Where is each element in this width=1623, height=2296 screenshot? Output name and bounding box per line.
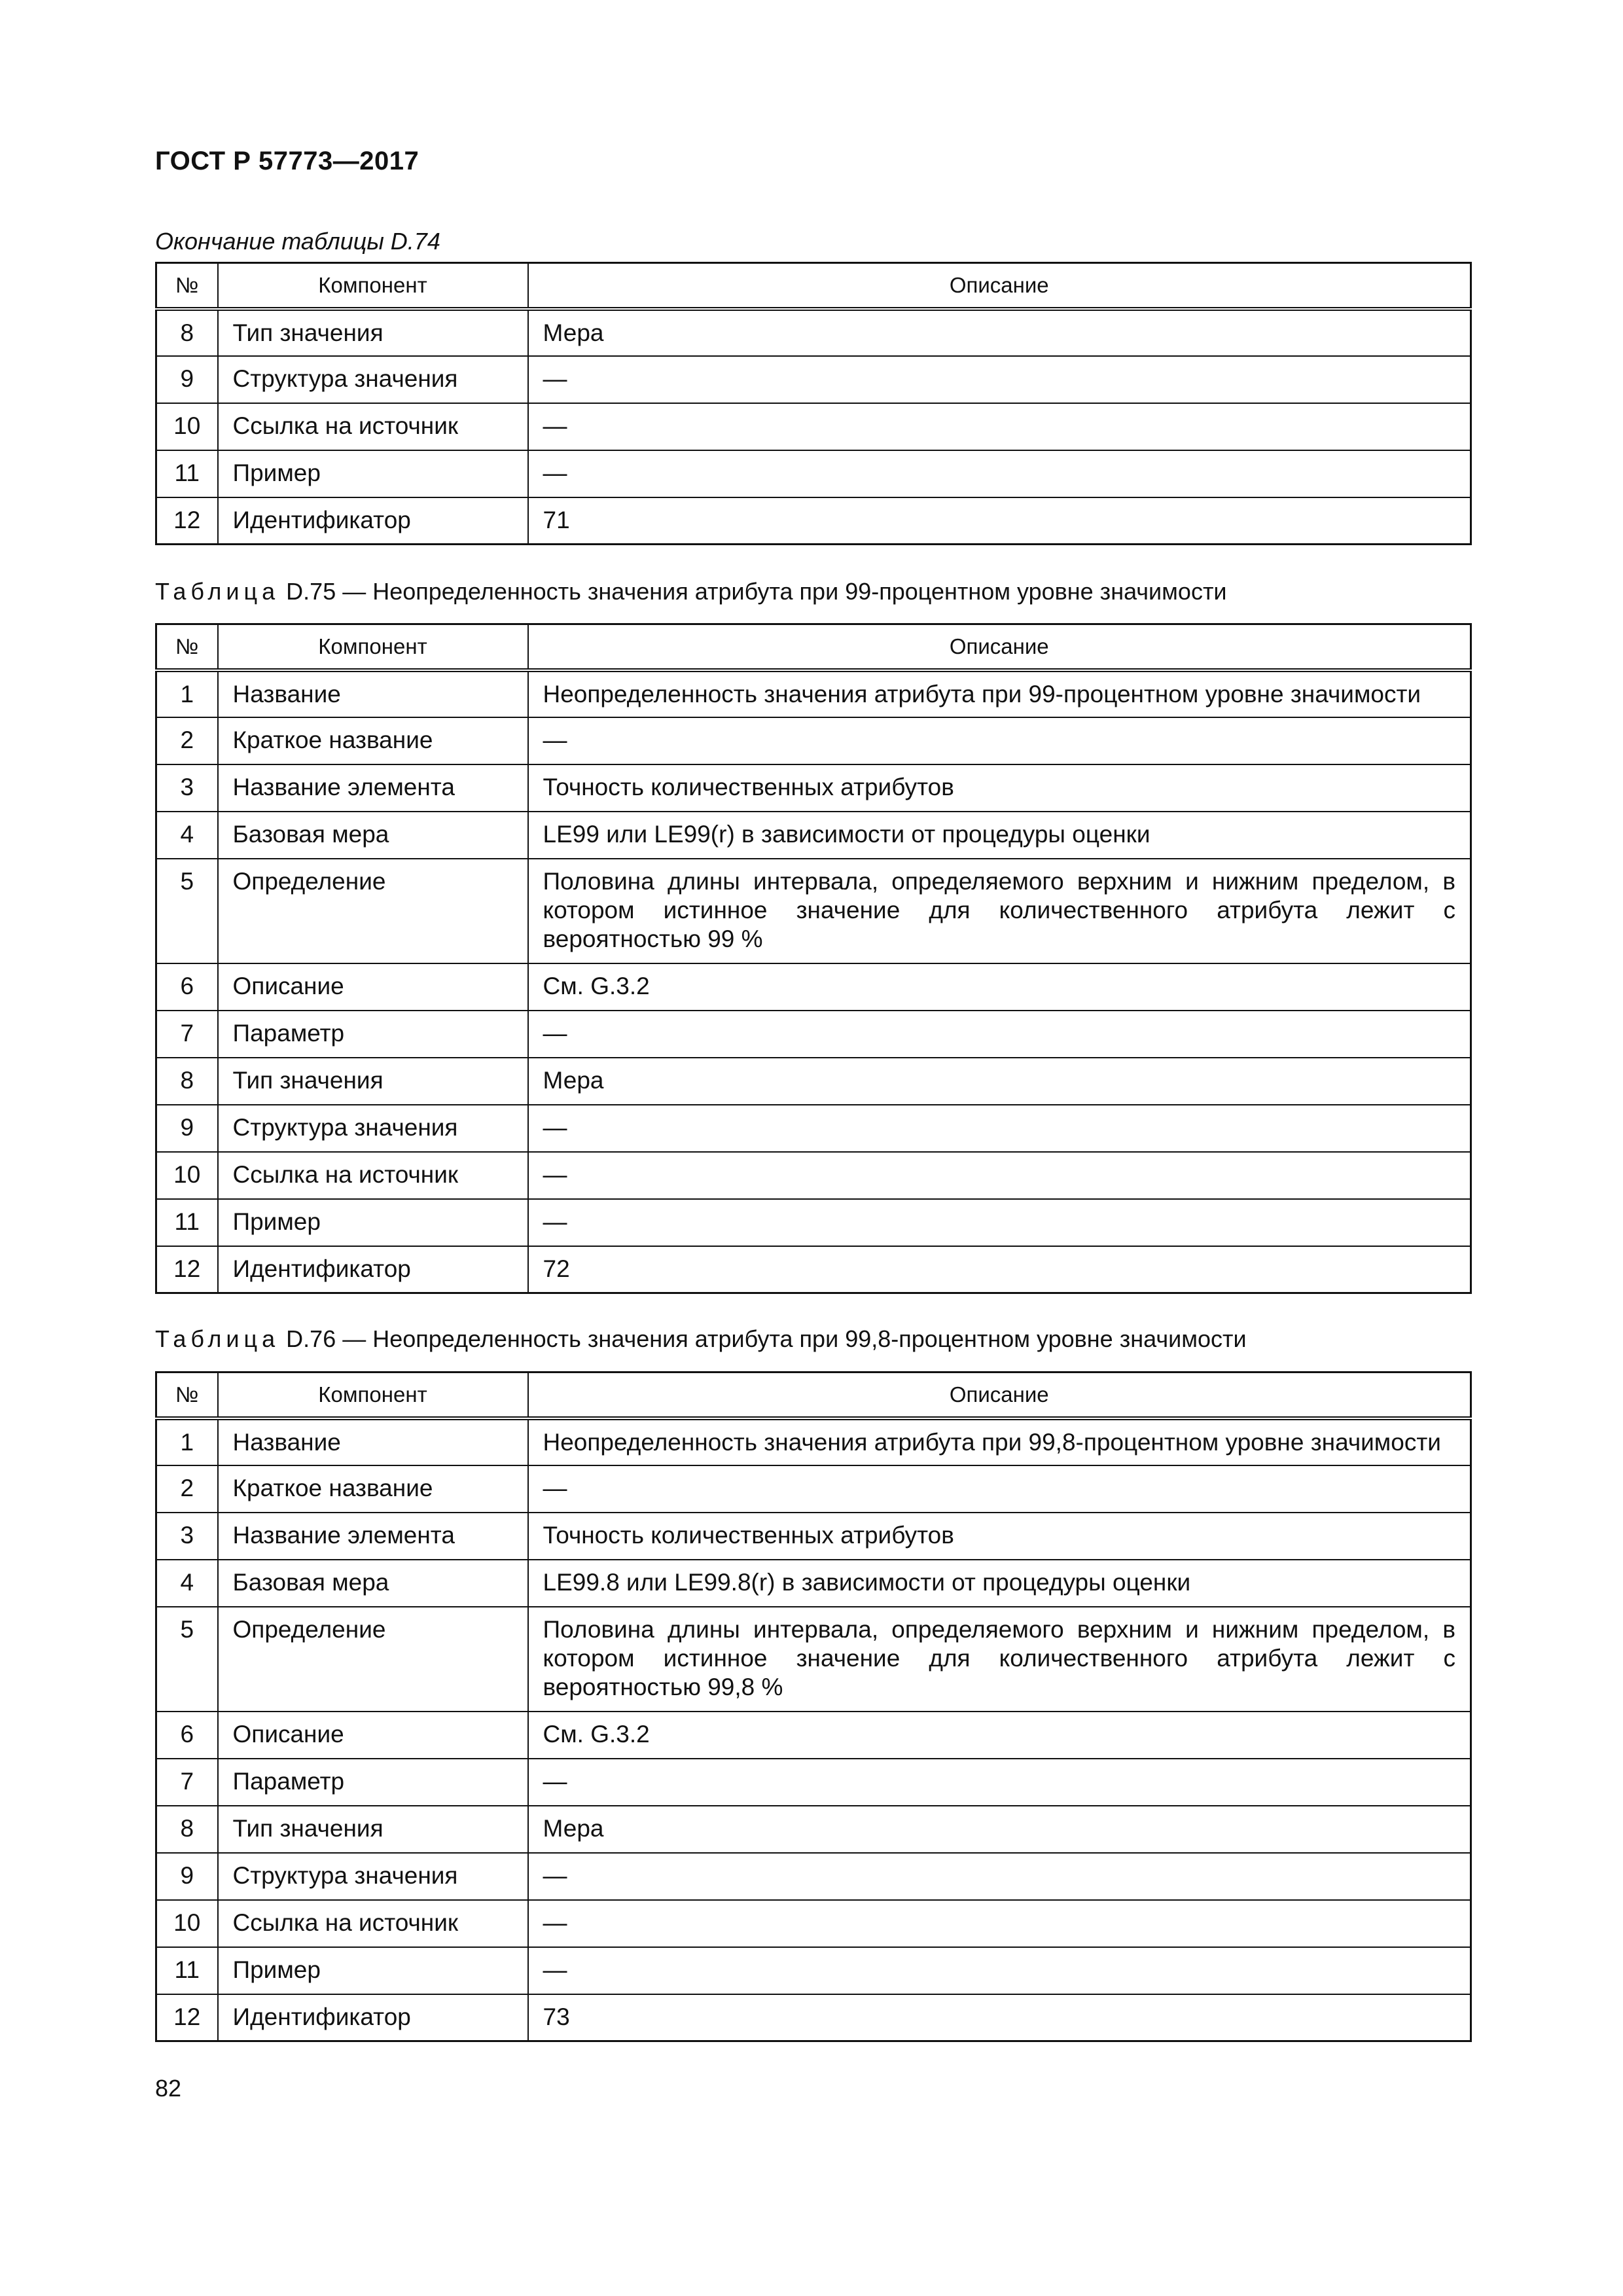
- table-row: [156, 670, 1471, 717]
- table-row: [156, 1712, 1471, 1759]
- row-num: 11: [156, 1199, 218, 1246]
- table-row: [156, 356, 1471, 403]
- row-description: —: [528, 1199, 1471, 1246]
- table-d75: [155, 623, 1472, 1294]
- table-d74: [155, 262, 1472, 545]
- row-description: См. G.3.2: [528, 963, 1471, 1011]
- row-num: 8: [156, 1058, 218, 1105]
- row-component: Тип значения: [218, 1806, 528, 1853]
- table-title: D.76 — Неопределенность значения атрибута при 99,8-процентном уровне значимости: [286, 1325, 1247, 1352]
- row-num: 12: [156, 1246, 218, 1293]
- table-row: [156, 1994, 1471, 2041]
- table-row: [156, 717, 1471, 764]
- table-d74-caption: Окончание таблицы D.74: [155, 228, 440, 255]
- column-header-component: Компонент: [218, 624, 528, 670]
- table-row: [156, 1246, 1471, 1293]
- column-header-component: Компонент: [218, 263, 528, 309]
- row-description: —: [528, 1759, 1471, 1806]
- row-description: LE99 или LE99(r) в зависимости от процедуры оценки: [528, 812, 1471, 859]
- table-row: [156, 1105, 1471, 1152]
- row-description: Точность количественных атрибутов: [528, 764, 1471, 812]
- row-component: Краткое название: [218, 717, 528, 764]
- column-header-num: №: [156, 624, 218, 670]
- row-description: Мера: [528, 1806, 1471, 1853]
- row-description: —: [528, 1853, 1471, 1900]
- row-description: —: [528, 1900, 1471, 1947]
- row-component: Ссылка на источник: [218, 1900, 528, 1947]
- row-num: 5: [156, 1607, 218, 1712]
- row-num: 2: [156, 717, 218, 764]
- row-component: Определение: [218, 1607, 528, 1712]
- row-num: 11: [156, 1947, 218, 1994]
- row-num: 1: [156, 670, 218, 717]
- table-title: D.75 — Неопределенность значения атрибута при 99-процентном уровне значимости: [286, 578, 1227, 605]
- row-component: Параметр: [218, 1759, 528, 1806]
- row-description: 71: [528, 497, 1471, 545]
- row-num: 9: [156, 1853, 218, 1900]
- table-row: [156, 1513, 1471, 1560]
- row-num: 1: [156, 1418, 218, 1465]
- table-row: [156, 1199, 1471, 1246]
- row-num: 3: [156, 1513, 218, 1560]
- table-label: Таблица: [155, 1325, 280, 1352]
- table-row: [156, 1900, 1471, 1947]
- row-component: Пример: [218, 1199, 528, 1246]
- row-component: Описание: [218, 963, 528, 1011]
- row-description: —: [528, 450, 1471, 497]
- table-row: [156, 1058, 1471, 1105]
- table-row: [156, 450, 1471, 497]
- row-num: 4: [156, 1560, 218, 1607]
- row-num: 7: [156, 1759, 218, 1806]
- table-d75-caption: [155, 577, 1227, 606]
- row-num: 9: [156, 356, 218, 403]
- row-description: Точность количественных атрибутов: [528, 1513, 1471, 1560]
- row-num: 12: [156, 497, 218, 545]
- table-row: [156, 812, 1471, 859]
- table-d76: [155, 1371, 1472, 2042]
- table-row: [156, 764, 1471, 812]
- row-description: Мера: [528, 309, 1471, 356]
- row-num: 12: [156, 1994, 218, 2041]
- column-header-description: Описание: [528, 624, 1471, 670]
- table-label: Таблица: [155, 578, 280, 605]
- row-description: —: [528, 356, 1471, 403]
- row-num: 8: [156, 309, 218, 356]
- table-header-row: [156, 624, 1471, 670]
- row-description: —: [528, 403, 1471, 450]
- table-row: [156, 497, 1471, 545]
- table-row: [156, 859, 1471, 963]
- table-header-row: [156, 263, 1471, 309]
- row-component: Ссылка на источник: [218, 1152, 528, 1199]
- row-component: Параметр: [218, 1011, 528, 1058]
- row-component: Определение: [218, 859, 528, 963]
- table-row: [156, 1011, 1471, 1058]
- row-description: Половина длины интервала, определяемого верхним и нижним пределом, в котором истинное значение для количественного атрибута лежит с вероятностью 99 %: [528, 859, 1471, 963]
- row-description: —: [528, 717, 1471, 764]
- row-component: Идентификатор: [218, 497, 528, 545]
- row-num: 10: [156, 403, 218, 450]
- column-header-num: №: [156, 1372, 218, 1418]
- row-num: 9: [156, 1105, 218, 1152]
- table-row: [156, 1853, 1471, 1900]
- row-description: —: [528, 1152, 1471, 1199]
- table-row: [156, 1152, 1471, 1199]
- table-d76-caption: [155, 1325, 1247, 1354]
- row-component: Название элемента: [218, 1513, 528, 1560]
- row-component: Идентификатор: [218, 1994, 528, 2041]
- row-num: 11: [156, 450, 218, 497]
- row-description: —: [528, 1011, 1471, 1058]
- row-component: Название: [218, 1418, 528, 1465]
- row-component: Название элемента: [218, 764, 528, 812]
- row-description: Неопределенность значения атрибута при 99-процентном уровне значимости: [528, 670, 1471, 717]
- table-row: [156, 963, 1471, 1011]
- row-num: 5: [156, 859, 218, 963]
- row-component: Название: [218, 670, 528, 717]
- row-component: Пример: [218, 1947, 528, 1994]
- row-component: Описание: [218, 1712, 528, 1759]
- row-component: Базовая мера: [218, 1560, 528, 1607]
- page-number: 82: [155, 2075, 182, 2102]
- row-component: Структура значения: [218, 1105, 528, 1152]
- table-row: [156, 1418, 1471, 1465]
- row-description: Неопределенность значения атрибута при 99,8-процентном уровне значимости: [528, 1418, 1471, 1465]
- row-description: См. G.3.2: [528, 1712, 1471, 1759]
- row-component: Идентификатор: [218, 1246, 528, 1293]
- column-header-description: Описание: [528, 263, 1471, 309]
- row-description: 73: [528, 1994, 1471, 2041]
- column-header-component: Компонент: [218, 1372, 528, 1418]
- row-description: 72: [528, 1246, 1471, 1293]
- table-row: [156, 309, 1471, 356]
- table-row: [156, 1759, 1471, 1806]
- row-component: Структура значения: [218, 356, 528, 403]
- row-component: Пример: [218, 450, 528, 497]
- row-description: Мера: [528, 1058, 1471, 1105]
- row-num: 6: [156, 963, 218, 1011]
- row-description: —: [528, 1947, 1471, 1994]
- table-row: [156, 1560, 1471, 1607]
- row-description: —: [528, 1105, 1471, 1152]
- row-component: Тип значения: [218, 1058, 528, 1105]
- row-num: 8: [156, 1806, 218, 1853]
- table-row: [156, 1465, 1471, 1513]
- row-description: —: [528, 1465, 1471, 1513]
- table-header-row: [156, 1372, 1471, 1418]
- row-num: 10: [156, 1900, 218, 1947]
- row-num: 7: [156, 1011, 218, 1058]
- column-header-description: Описание: [528, 1372, 1471, 1418]
- row-component: Тип значения: [218, 309, 528, 356]
- row-component: Ссылка на источник: [218, 403, 528, 450]
- row-component: Краткое название: [218, 1465, 528, 1513]
- row-description: Половина длины интервала, определяемого верхним и нижним пределом, в котором истинное значение для количественного атрибута лежит с вероятностью 99,8 %: [528, 1607, 1471, 1712]
- row-num: 6: [156, 1712, 218, 1759]
- row-component: Структура значения: [218, 1853, 528, 1900]
- row-num: 3: [156, 764, 218, 812]
- row-component: Базовая мера: [218, 812, 528, 859]
- table-row: [156, 1947, 1471, 1994]
- table-row: [156, 403, 1471, 450]
- column-header-num: №: [156, 263, 218, 309]
- row-num: 2: [156, 1465, 218, 1513]
- table-row: [156, 1607, 1471, 1712]
- table-row: [156, 1806, 1471, 1853]
- row-num: 4: [156, 812, 218, 859]
- row-num: 10: [156, 1152, 218, 1199]
- document-header: ГОСТ Р 57773—2017: [155, 147, 419, 175]
- row-description: LE99.8 или LE99.8(r) в зависимости от процедуры оценки: [528, 1560, 1471, 1607]
